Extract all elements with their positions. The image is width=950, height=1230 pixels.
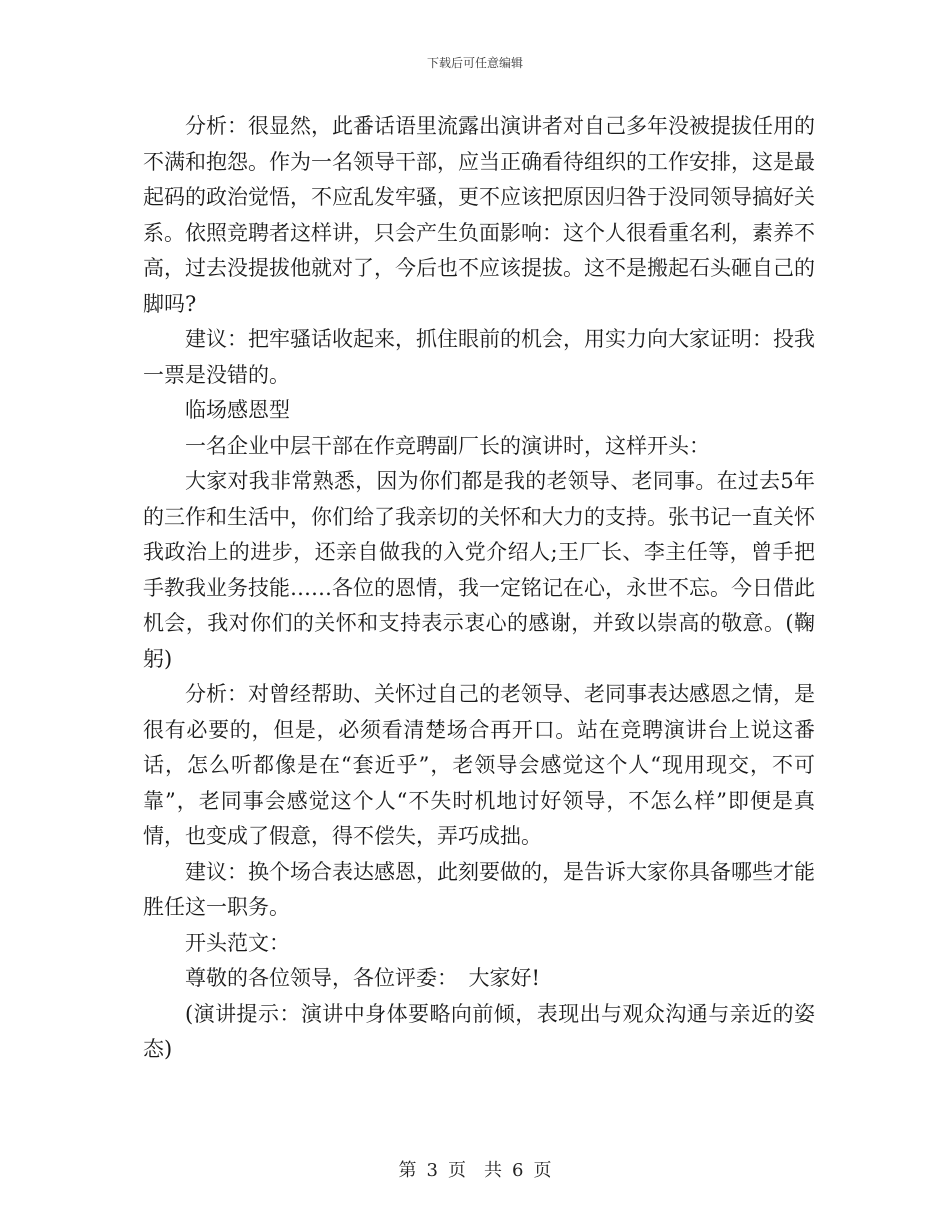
document-body xyxy=(143,109,815,1068)
footer-middle: 页 共 xyxy=(448,1160,502,1181)
paragraph-suggestion-2: 建议：换个场合表达感恩，此刻要做的，是告诉大家你具备哪些才能胜任这一职务。 xyxy=(143,859,815,919)
footer-suffix: 页 xyxy=(533,1160,552,1181)
footer-total-pages: 6 xyxy=(512,1160,524,1181)
page-footer xyxy=(0,1156,950,1182)
paragraph-speech-tip: (演讲提示：演讲中身体要略向前倾，表现出与观众沟通与亲近的姿态) xyxy=(143,1001,815,1061)
paragraph-suggestion-1: 建议：把牢骚话收起来，抓住眼前的机会，用实力向大家证明：投我一票是没错的。 xyxy=(143,327,815,387)
paragraph-greeting: 尊敬的各位领导，各位评委： 大家好! xyxy=(185,966,540,990)
paragraph-analysis-2: 分析：对曾经帮助、关怀过自己的老领导、老同事表达感恩之情，是很有必要的，但是，必须看清楚场合再开口。站在竞聘演讲台上说这番话，怎么听都像是在“套近乎”，老领导会感觉这个人“现用现交，不可靠”，老同事会感觉这个人“不失时机地讨好领导，不怎么样”即便是真情，也变成了假意，得不偿失，弄巧成拙。 xyxy=(143,682,815,848)
paragraph-analysis-1: 分析：很显然，此番话语里流露出演讲者对自己多年没被提拔任用的不满和抱怨。作为一名领导干部，应当正确看待组织的工作安排，这是最起码的政治觉悟，不应乱发牢骚，更不应该把原因归咎于没同领导搞好关系。依照竞聘者这样讲，只会产生负面影响：这个人很看重名利，素养不高，过去没提拔他就对了，今后也不应该提拔。这不是搬起石头砸自己的脚吗? xyxy=(143,114,815,316)
footer-page-number: 3 xyxy=(426,1160,438,1181)
paragraph-intro: 一名企业中层干部在作竞聘副厂长的演讲时，这样开头： xyxy=(185,433,710,458)
section-heading: 临场感恩型 xyxy=(185,398,290,422)
paragraph-sample-heading: 开头范文： xyxy=(185,930,290,955)
page-header: 下载后可任意编辑 xyxy=(426,56,523,70)
paragraph-quote: 大家对我非常熟悉，因为你们都是我的老领导、老同事。在过去5年的三作和生活中，你们给了我亲切的关怀和大力的支持。张书记一直关怀我政治上的进步，还亲自做我的入党介绍人;王厂长、李主任等，曾手把手教我业务技能……各位的恩情，我一定铭记在心，永世不忘。今日借此机会，我对你们的关怀和支持表示衷心的感谢，并致以崇高的敬意。(鞠躬) xyxy=(143,469,815,671)
footer-prefix: 第 xyxy=(398,1160,417,1181)
